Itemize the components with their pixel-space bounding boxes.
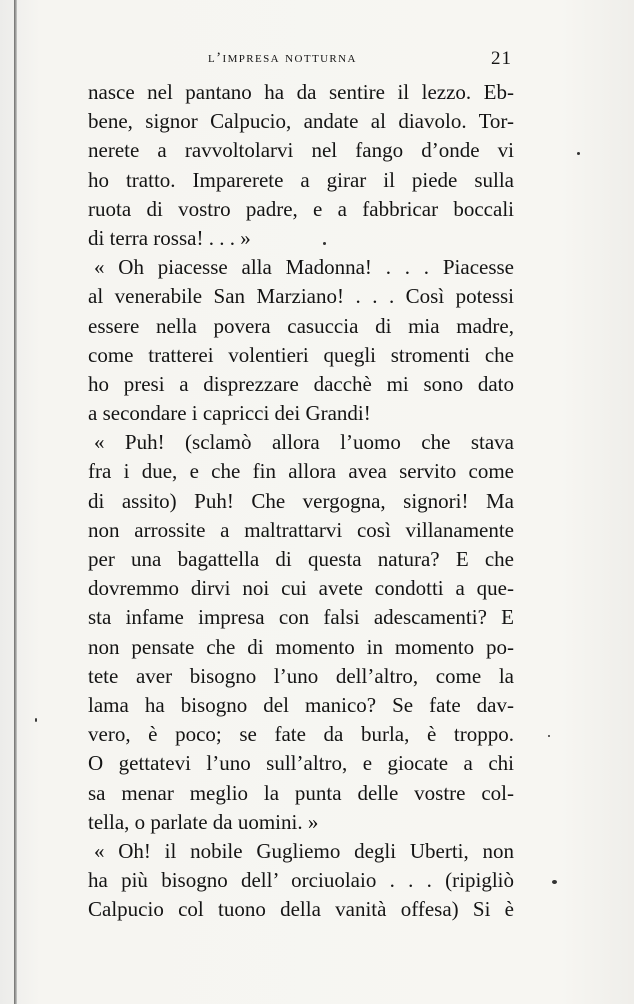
- text-line: tella, o parlate da uomini. »: [88, 809, 319, 834]
- text-line: ho presi a disprezzare dacchè mi sono dato: [88, 371, 514, 396]
- text-line: non pensate che di momento in momento po-: [88, 634, 514, 659]
- text-line: a secondare i capricci dei Grandi!: [88, 401, 371, 426]
- text-line: « Oh! il nobile Gugliemo degli Uberti, non: [94, 838, 514, 863]
- paper-speck: [552, 880, 557, 884]
- text-line: nerete a ravvoltolarvi nel fango d’onde vi: [88, 138, 514, 163]
- text-line: come tratterei volentieri quegli stromenti che: [88, 342, 514, 367]
- text-line: ha più bisogno dell’ orciuolaio . . . (ripigliò: [88, 868, 514, 893]
- text-line: per una bagattella di questa natura? E che: [88, 547, 514, 571]
- paper-speck: [548, 735, 550, 737]
- paper-speck: [35, 718, 37, 722]
- text-line: essere nella povera casuccia di mia madre,: [88, 313, 514, 338]
- text-line: lama ha bisogno del manico? Se fate dav-: [88, 692, 514, 717]
- body-text: [88, 78, 514, 924]
- text-line: ruota di vostro padre, e a fabbricar boccali: [88, 196, 514, 221]
- binding-edge: [14, 0, 17, 1004]
- paper-speck: [577, 152, 580, 155]
- paper-speck: [323, 242, 326, 245]
- text-line: fra i due, e che fin allora avea servito come: [88, 459, 514, 484]
- text-line: ho tratto. Imparerete a girar il piede sulla: [88, 167, 514, 192]
- text-line: « Oh piacesse alla Madonna! . . . Piacesse: [94, 255, 514, 280]
- text-line: al venerabile San Marziano! . . . Così potessi: [88, 284, 514, 309]
- text-line: nasce nel pantano ha da sentire il lezzo. Eb-: [88, 80, 514, 104]
- text-line: sta infame impresa con falsi adescamenti? E: [88, 605, 514, 630]
- running-head: [88, 48, 514, 74]
- text-line: non arrossite a maltrattarvi così villanamente: [88, 517, 514, 542]
- text-line: tete aver bisogno l’uno dell’altro, come la: [88, 663, 514, 688]
- page-number: 21: [491, 48, 512, 69]
- text-line: di assito) Puh! Che vergogna, signori! Ma: [88, 488, 514, 513]
- text-line: di terra rossa! . . . »: [88, 225, 251, 250]
- text-line: Calpucio col tuono della vanità offesa) Si è: [88, 897, 514, 922]
- text-line: sa menar meglio la punta delle vostre col-: [88, 780, 514, 805]
- text-line: bene, signor Calpucio, andate al diavolo. Tor-: [88, 109, 514, 134]
- text-line: vero, è poco; se fate da burla, è troppo.: [88, 722, 514, 747]
- text-line: « Puh! (sclamò allora l’uomo che stava: [94, 430, 514, 455]
- text-line: dovremmo dirvi noi cui avete condotti a que-: [88, 576, 514, 601]
- running-title: l’impresa notturna: [208, 50, 357, 66]
- text-line: O gettatevi l’uno sull’altro, e giocate a chi: [88, 751, 514, 776]
